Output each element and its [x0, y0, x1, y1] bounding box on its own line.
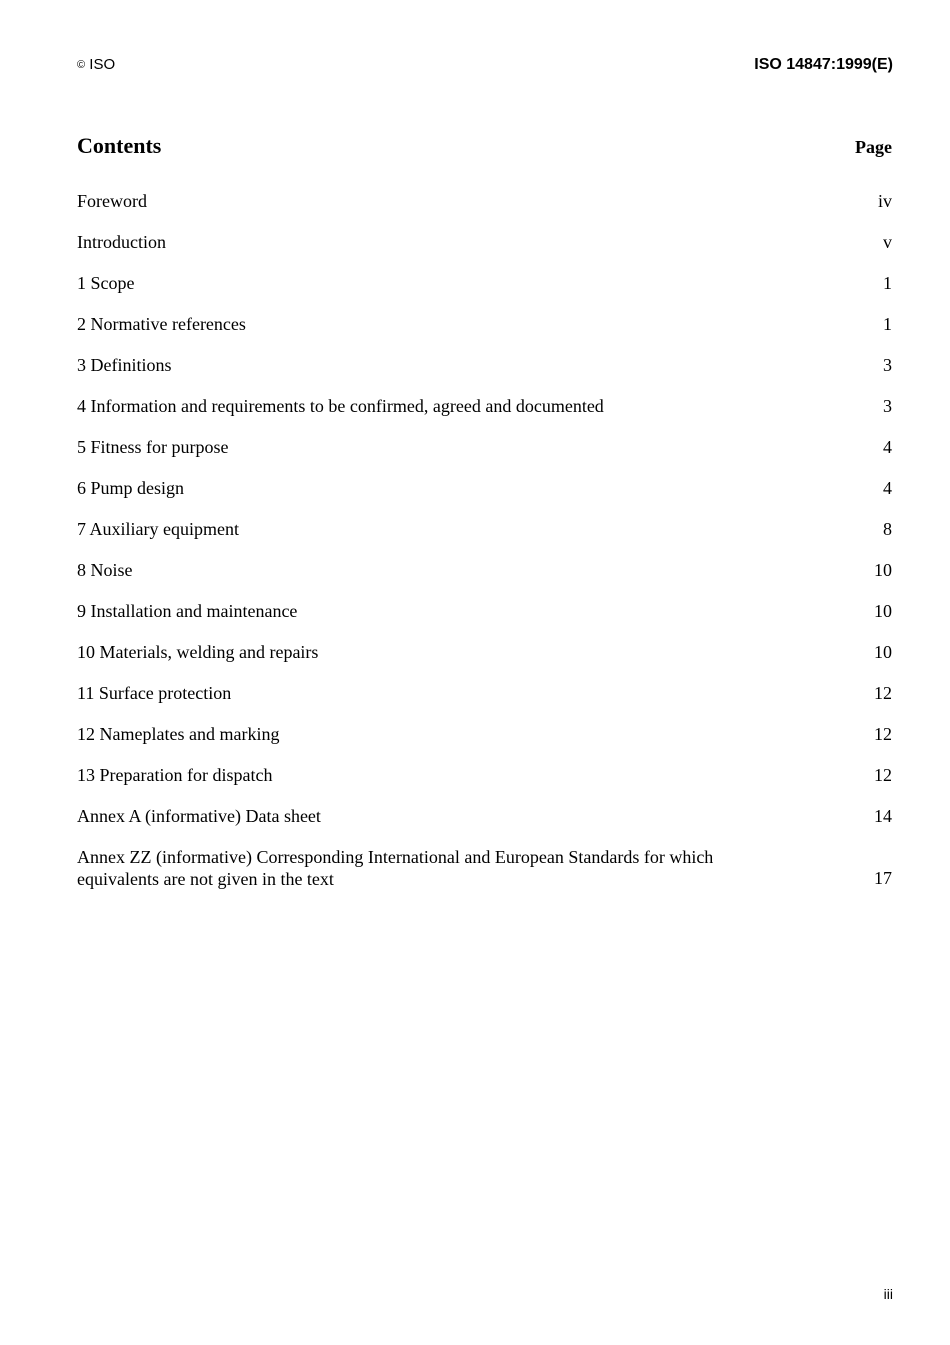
toc-entry-label: Introduction [77, 232, 166, 252]
toc-entry-page: 4 [883, 437, 892, 457]
toc-entry[interactable] [77, 190, 892, 231]
toc-entry-page: 12 [874, 683, 892, 703]
toc-entry-page: 1 [883, 273, 892, 293]
toc-entry-page: 3 [883, 355, 892, 375]
toc-entry-page: 4 [883, 478, 892, 498]
toc-entry-page: iv [877, 191, 892, 211]
toc-entry-label: 5 Fitness for purpose [77, 437, 229, 457]
page-number: iii [883, 1286, 893, 1302]
toc-entry-page: 10 [874, 642, 892, 662]
contents-title: Contents [77, 133, 162, 158]
toc-entry-label: Foreword [77, 191, 147, 211]
toc-entry[interactable] [77, 805, 892, 846]
toc-entry[interactable] [77, 313, 892, 354]
toc-entry[interactable] [77, 641, 892, 682]
toc-entry-label: Annex A (informative) Data sheet [77, 806, 321, 826]
toc-entry[interactable] [77, 354, 892, 395]
toc-entry-label: 1 Scope [77, 273, 135, 293]
toc-entry[interactable] [77, 231, 892, 272]
toc-entry-label: 4 Information and requirements to be confirmed, agreed and documented [77, 396, 604, 416]
toc-entry-page: 10 [874, 601, 892, 621]
toc-entry-label: 8 Noise [77, 560, 133, 580]
page-header [77, 56, 893, 78]
toc-entry-label: 12 Nameplates and marking [77, 724, 280, 744]
toc-entry-label: 10 Materials, welding and repairs [77, 642, 319, 662]
toc-entry-page: 17 [874, 868, 892, 888]
standard-number: ISO 14847:1999(E) [754, 56, 893, 73]
toc-entry-label: 9 Installation and maintenance [77, 601, 298, 621]
toc-entry-page: 3 [883, 396, 892, 416]
toc-entry[interactable] [77, 395, 892, 436]
toc-entry[interactable] [77, 764, 892, 805]
toc-entry[interactable] [77, 682, 892, 723]
toc-entry[interactable] [77, 559, 892, 600]
toc-entry[interactable] [77, 272, 892, 313]
page-column-label: Page [855, 137, 892, 157]
toc-entry-page: 12 [874, 765, 892, 785]
copyright-symbol: © [77, 59, 86, 71]
toc-entry-label: 13 Preparation for dispatch [77, 765, 273, 785]
table-of-contents [77, 190, 892, 894]
toc-entry-page: 10 [874, 560, 892, 580]
publisher-name: ISO [89, 56, 116, 73]
toc-entry-page: 8 [883, 519, 892, 539]
toc-entry-label: Annex ZZ (informative) Corresponding International and European Standards for which equivalents are not given in the text [77, 847, 714, 889]
toc-entry[interactable] [77, 600, 892, 641]
toc-entry[interactable] [77, 477, 892, 518]
toc-entry[interactable] [77, 723, 892, 764]
toc-entry-label: 3 Definitions [77, 355, 172, 375]
toc-entry-label: 11 Surface protection [77, 683, 232, 703]
copyright-notice [77, 56, 115, 73]
toc-entry-page: 14 [874, 806, 892, 826]
toc-entry[interactable] [77, 436, 892, 477]
toc-entry-label: 2 Normative references [77, 314, 246, 334]
toc-entry-label: 6 Pump design [77, 478, 185, 498]
toc-entry-page: v [883, 232, 892, 252]
contents-heading-row [77, 133, 892, 163]
toc-entry-label: 7 Auxiliary equipment [77, 519, 239, 539]
toc-entry[interactable] [77, 846, 892, 894]
toc-entry-page: 12 [874, 724, 892, 744]
toc-entry[interactable] [77, 518, 892, 559]
toc-entry-page: 1 [883, 314, 892, 334]
